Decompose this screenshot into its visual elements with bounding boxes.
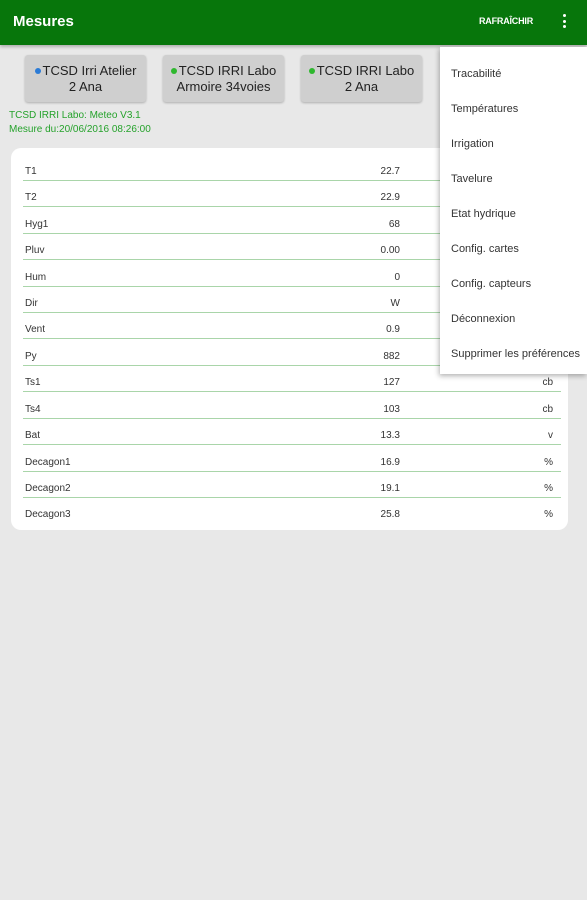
measure-name: T1 [25, 166, 37, 177]
measure-value: 0 [394, 272, 400, 283]
device-button-labo-armoire[interactable] [163, 55, 284, 102]
app-bar [0, 0, 587, 45]
measure-name: Ts1 [25, 377, 41, 388]
table-row [23, 446, 561, 472]
status-dot-icon [309, 68, 315, 74]
measure-name: T2 [25, 192, 37, 203]
device-button-irri-atelier[interactable] [25, 55, 146, 102]
measure-name: Bat [25, 430, 41, 441]
device-button-sublabel: 2 Ana [344, 79, 379, 94]
table-row [23, 472, 561, 498]
menu-item-tavelure[interactable]: Tavelure [451, 173, 493, 185]
measure-value: 103 [383, 404, 400, 415]
measure-unit: % [544, 509, 553, 520]
menu-item-temperatures[interactable]: Températures [451, 103, 519, 115]
measure-value: 127 [383, 377, 400, 388]
measure-value: 16.9 [380, 457, 400, 468]
measure-unit: % [544, 457, 553, 468]
menu-item-deconnexion[interactable]: Déconnexion [451, 313, 516, 325]
table-row [23, 498, 561, 524]
measure-value: 13.3 [380, 430, 400, 441]
station-info: TCSD IRRI Labo: Meteo V3.1 [9, 110, 141, 121]
measure-name: Hum [25, 272, 47, 283]
measure-value: 68 [388, 219, 400, 230]
menu-item-supprimer-preferences[interactable]: Supprimer les préférences [451, 348, 581, 360]
measure-name: Pluv [25, 245, 45, 256]
measure-value: 19.1 [380, 483, 400, 494]
measure-name: Dir [25, 298, 38, 309]
measure-value: 25.8 [380, 509, 400, 520]
measure-name: Decagon3 [25, 509, 71, 520]
device-button-label: TCSD IRRI Labo [316, 63, 415, 78]
measure-value: 22.7 [380, 166, 400, 177]
measure-value: 22.9 [380, 192, 400, 203]
menu-item-config-capteurs[interactable]: Config. capteurs [451, 278, 532, 290]
measure-name: Hyg1 [25, 219, 49, 230]
device-button-labo-ana[interactable] [301, 55, 422, 102]
device-button-sublabel: 2 Ana [68, 79, 103, 94]
menu-item-irrigation[interactable]: Irrigation [451, 138, 494, 150]
measure-value: 0.00 [380, 245, 400, 256]
measure-timestamp: Mesure du:20/06/2016 08:26:00 [9, 124, 151, 135]
measure-unit: cb [542, 377, 553, 388]
measure-name: Decagon2 [25, 483, 71, 494]
menu-item-config-cartes[interactable]: Config. cartes [451, 243, 519, 255]
table-row [23, 419, 561, 445]
measure-unit: % [544, 483, 553, 494]
device-button-label: TCSD IRRI Labo [178, 63, 277, 78]
measure-name: Vent [25, 324, 46, 335]
measure-value: 882 [383, 351, 400, 362]
measure-name: Decagon1 [25, 457, 71, 468]
device-button-label: TCSD Irri Atelier [42, 63, 137, 78]
table-row [23, 393, 561, 419]
measure-unit: v [548, 430, 553, 441]
measure-unit: cb [542, 404, 553, 415]
device-button-sublabel: Armoire 34voies [176, 79, 271, 94]
measure-name: Ts4 [25, 404, 41, 415]
menu-item-tracabilite[interactable]: Tracabilité [451, 68, 502, 80]
measure-name: Py [25, 351, 37, 362]
menu-item-etat-hydrique[interactable]: Etat hydrique [451, 208, 516, 220]
measure-value: W [390, 298, 400, 309]
overflow-menu [440, 47, 587, 374]
measure-value: 0.9 [386, 324, 400, 335]
status-dot-icon [171, 68, 177, 74]
more-vert-icon[interactable] [558, 14, 570, 32]
refresh-button[interactable]: RAFRAÎCHIR [479, 16, 533, 26]
page-title: Mesures [13, 13, 74, 30]
status-dot-icon [35, 68, 41, 74]
